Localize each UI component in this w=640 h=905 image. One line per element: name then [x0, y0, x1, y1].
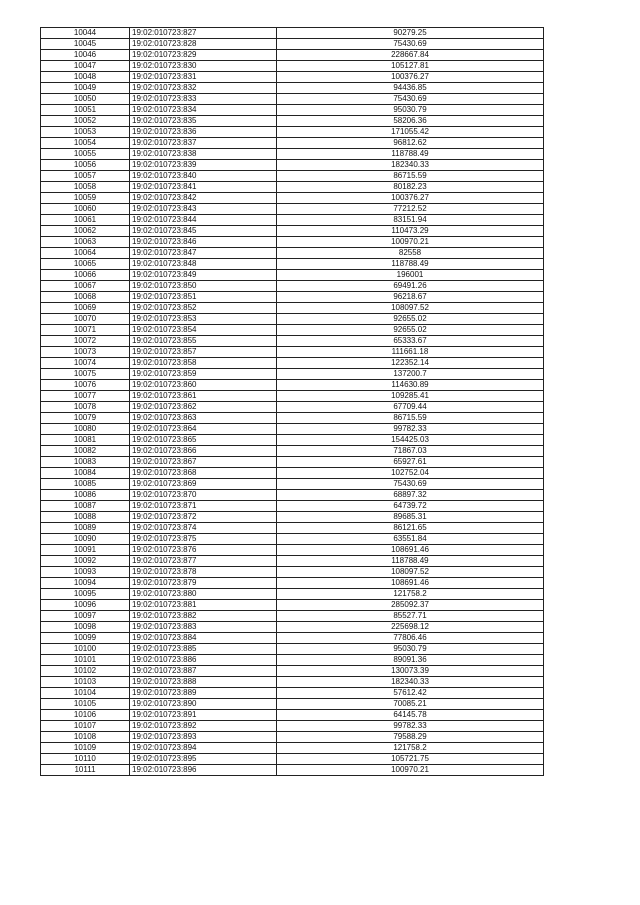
value-cell: 75430.69	[277, 479, 544, 490]
row-number-cell: 10074	[41, 358, 130, 369]
value-cell: 108097.52	[277, 303, 544, 314]
table-row	[41, 281, 544, 292]
cadastral-number-cell: 19:02:010723:890	[130, 699, 277, 710]
cadastral-number-cell: 19:02:010723:857	[130, 347, 277, 358]
cadastral-number-cell: 19:02:010723:842	[130, 193, 277, 204]
row-number-cell: 10058	[41, 182, 130, 193]
table-row	[41, 644, 544, 655]
value-cell: 137200.7	[277, 369, 544, 380]
cadastral-number-cell: 19:02:010723:881	[130, 600, 277, 611]
table-row	[41, 160, 544, 171]
cadastral-number-cell: 19:02:010723:875	[130, 534, 277, 545]
table-row	[41, 149, 544, 160]
table-row	[41, 358, 544, 369]
row-number-cell: 10071	[41, 325, 130, 336]
table-row	[41, 116, 544, 127]
cadastral-number-cell: 19:02:010723:831	[130, 72, 277, 83]
cadastral-number-cell: 19:02:010723:829	[130, 50, 277, 61]
row-number-cell: 10066	[41, 270, 130, 281]
value-cell: 114630.89	[277, 380, 544, 391]
row-number-cell: 10088	[41, 512, 130, 523]
table-row	[41, 721, 544, 732]
cadastral-number-cell: 19:02:010723:843	[130, 204, 277, 215]
value-cell: 118788.49	[277, 259, 544, 270]
value-cell: 105127.81	[277, 61, 544, 72]
row-number-cell: 10106	[41, 710, 130, 721]
value-cell: 108691.46	[277, 545, 544, 556]
value-cell: 121758.2	[277, 743, 544, 754]
cadastral-number-cell: 19:02:010723:880	[130, 589, 277, 600]
value-cell: 182340.33	[277, 160, 544, 171]
table-row	[41, 171, 544, 182]
cadastral-number-cell: 19:02:010723:832	[130, 83, 277, 94]
cadastral-number-cell: 19:02:010723:855	[130, 336, 277, 347]
row-number-cell: 10096	[41, 600, 130, 611]
table-row	[41, 347, 544, 358]
table-row	[41, 468, 544, 479]
cadastral-number-cell: 19:02:010723:845	[130, 226, 277, 237]
table-row	[41, 677, 544, 688]
table-row	[41, 402, 544, 413]
cadastral-number-cell: 19:02:010723:868	[130, 468, 277, 479]
cadastral-number-cell: 19:02:010723:861	[130, 391, 277, 402]
table-row	[41, 39, 544, 50]
value-cell: 99782.33	[277, 424, 544, 435]
cadastral-number-cell: 19:02:010723:888	[130, 677, 277, 688]
cadastral-number-cell: 19:02:010723:837	[130, 138, 277, 149]
cadastral-number-cell: 19:02:010723:885	[130, 644, 277, 655]
cadastral-number-cell: 19:02:010723:836	[130, 127, 277, 138]
table-row	[41, 369, 544, 380]
cadastral-number-cell: 19:02:010723:840	[130, 171, 277, 182]
row-number-cell: 10059	[41, 193, 130, 204]
cadastral-number-cell: 19:02:010723:841	[130, 182, 277, 193]
value-cell: 171055.42	[277, 127, 544, 138]
row-number-cell: 10055	[41, 149, 130, 160]
value-cell: 118788.49	[277, 149, 544, 160]
value-cell: 196001	[277, 270, 544, 281]
cadastral-number-cell: 19:02:010723:848	[130, 259, 277, 270]
row-number-cell: 10048	[41, 72, 130, 83]
value-cell: 67709.44	[277, 402, 544, 413]
row-number-cell: 10064	[41, 248, 130, 259]
row-number-cell: 10083	[41, 457, 130, 468]
row-number-cell: 10110	[41, 754, 130, 765]
cadastral-number-cell: 19:02:010723:896	[130, 765, 277, 776]
row-number-cell: 10108	[41, 732, 130, 743]
row-number-cell: 10085	[41, 479, 130, 490]
value-cell: 105721.75	[277, 754, 544, 765]
table-row	[41, 523, 544, 534]
value-cell: 96218.67	[277, 292, 544, 303]
value-cell: 75430.69	[277, 39, 544, 50]
row-number-cell: 10065	[41, 259, 130, 270]
table-row	[41, 28, 544, 39]
row-number-cell: 10053	[41, 127, 130, 138]
table-row	[41, 435, 544, 446]
table-row	[41, 490, 544, 501]
cadastral-number-cell: 19:02:010723:851	[130, 292, 277, 303]
value-cell: 89091.36	[277, 655, 544, 666]
value-cell: 94436.85	[277, 83, 544, 94]
cadastral-number-cell: 19:02:010723:830	[130, 61, 277, 72]
table-row	[41, 61, 544, 72]
row-number-cell: 10072	[41, 336, 130, 347]
row-number-cell: 10103	[41, 677, 130, 688]
table-row	[41, 380, 544, 391]
table-body	[41, 28, 544, 776]
value-cell: 70085.21	[277, 699, 544, 710]
table-row	[41, 710, 544, 721]
table-row	[41, 512, 544, 523]
table-row	[41, 292, 544, 303]
table-row	[41, 138, 544, 149]
value-cell: 228667.84	[277, 50, 544, 61]
value-cell: 154425.03	[277, 435, 544, 446]
cadastral-number-cell: 19:02:010723:835	[130, 116, 277, 127]
table-row	[41, 446, 544, 457]
cadastral-number-cell: 19:02:010723:866	[130, 446, 277, 457]
row-number-cell: 10095	[41, 589, 130, 600]
row-number-cell: 10073	[41, 347, 130, 358]
value-cell: 64739.72	[277, 501, 544, 512]
value-cell: 86715.59	[277, 171, 544, 182]
table-row	[41, 688, 544, 699]
table-row	[41, 699, 544, 710]
row-number-cell: 10098	[41, 622, 130, 633]
cadastral-number-cell: 19:02:010723:858	[130, 358, 277, 369]
row-number-cell: 10062	[41, 226, 130, 237]
table-row	[41, 479, 544, 490]
row-number-cell: 10105	[41, 699, 130, 710]
cadastral-number-cell: 19:02:010723:879	[130, 578, 277, 589]
cadastral-number-cell: 19:02:010723:863	[130, 413, 277, 424]
table-row	[41, 655, 544, 666]
table-row	[41, 336, 544, 347]
row-number-cell: 10101	[41, 655, 130, 666]
value-cell: 89685.31	[277, 512, 544, 523]
value-cell: 86121.65	[277, 523, 544, 534]
cadastral-number-cell: 19:02:010723:860	[130, 380, 277, 391]
cadastral-number-cell: 19:02:010723:892	[130, 721, 277, 732]
cadastral-number-cell: 19:02:010723:870	[130, 490, 277, 501]
cadastral-number-cell: 19:02:010723:847	[130, 248, 277, 259]
row-number-cell: 10092	[41, 556, 130, 567]
cadastral-number-cell: 19:02:010723:869	[130, 479, 277, 490]
table-row	[41, 556, 544, 567]
cadastral-number-cell: 19:02:010723:833	[130, 94, 277, 105]
value-cell: 57612.42	[277, 688, 544, 699]
value-cell: 77212.52	[277, 204, 544, 215]
cadastral-number-cell: 19:02:010723:828	[130, 39, 277, 50]
cadastral-number-cell: 19:02:010723:883	[130, 622, 277, 633]
table-row	[41, 105, 544, 116]
value-cell: 90279.25	[277, 28, 544, 39]
row-number-cell: 10049	[41, 83, 130, 94]
table-row	[41, 226, 544, 237]
table-row	[41, 589, 544, 600]
table-row	[41, 270, 544, 281]
value-cell: 65333.67	[277, 336, 544, 347]
cadastral-number-cell: 19:02:010723:895	[130, 754, 277, 765]
row-number-cell: 10077	[41, 391, 130, 402]
table-row	[41, 567, 544, 578]
value-cell: 100376.27	[277, 193, 544, 204]
table-row	[41, 259, 544, 270]
table-row	[41, 215, 544, 226]
value-cell: 108097.52	[277, 567, 544, 578]
value-cell: 100970.21	[277, 765, 544, 776]
table-row	[41, 248, 544, 259]
row-number-cell: 10067	[41, 281, 130, 292]
value-cell: 130073.39	[277, 666, 544, 677]
table-row	[41, 424, 544, 435]
value-cell: 68897.32	[277, 490, 544, 501]
table-row	[41, 391, 544, 402]
row-number-cell: 10093	[41, 567, 130, 578]
value-cell: 58206.36	[277, 116, 544, 127]
row-number-cell: 10063	[41, 237, 130, 248]
value-cell: 65927.61	[277, 457, 544, 468]
table-row	[41, 600, 544, 611]
table-row	[41, 622, 544, 633]
row-number-cell: 10087	[41, 501, 130, 512]
cadastral-number-cell: 19:02:010723:877	[130, 556, 277, 567]
value-cell: 100376.27	[277, 72, 544, 83]
cadastral-number-cell: 19:02:010723:871	[130, 501, 277, 512]
value-cell: 69491.26	[277, 281, 544, 292]
table-row	[41, 94, 544, 105]
row-number-cell: 10057	[41, 171, 130, 182]
row-number-cell: 10070	[41, 314, 130, 325]
row-number-cell: 10080	[41, 424, 130, 435]
table-row	[41, 732, 544, 743]
row-number-cell: 10102	[41, 666, 130, 677]
cadastral-number-cell: 19:02:010723:853	[130, 314, 277, 325]
table-row	[41, 765, 544, 776]
value-cell: 63551.84	[277, 534, 544, 545]
row-number-cell: 10111	[41, 765, 130, 776]
value-cell: 75430.69	[277, 94, 544, 105]
row-number-cell: 10094	[41, 578, 130, 589]
value-cell: 99782.33	[277, 721, 544, 732]
row-number-cell: 10078	[41, 402, 130, 413]
row-number-cell: 10109	[41, 743, 130, 754]
cadastral-number-cell: 19:02:010723:849	[130, 270, 277, 281]
table-row	[41, 501, 544, 512]
cadastral-number-cell: 19:02:010723:876	[130, 545, 277, 556]
table-row	[41, 578, 544, 589]
table-row	[41, 754, 544, 765]
row-number-cell: 10075	[41, 369, 130, 380]
value-cell: 109285.41	[277, 391, 544, 402]
cadastral-number-cell: 19:02:010723:886	[130, 655, 277, 666]
row-number-cell: 10060	[41, 204, 130, 215]
row-number-cell: 10045	[41, 39, 130, 50]
value-cell: 86715.59	[277, 413, 544, 424]
row-number-cell: 10086	[41, 490, 130, 501]
value-cell: 121758.2	[277, 589, 544, 600]
cadastral-number-cell: 19:02:010723:827	[130, 28, 277, 39]
value-cell: 79588.29	[277, 732, 544, 743]
cadastral-number-cell: 19:02:010723:894	[130, 743, 277, 754]
table-row	[41, 83, 544, 94]
table-row	[41, 314, 544, 325]
table-row	[41, 545, 544, 556]
row-number-cell: 10097	[41, 611, 130, 622]
cadastral-number-cell: 19:02:010723:844	[130, 215, 277, 226]
value-cell: 77806.46	[277, 633, 544, 644]
value-cell: 100970.21	[277, 237, 544, 248]
table-row	[41, 303, 544, 314]
cadastral-number-cell: 19:02:010723:887	[130, 666, 277, 677]
value-cell: 85527.71	[277, 611, 544, 622]
cadastral-number-cell: 19:02:010723:889	[130, 688, 277, 699]
row-number-cell: 10084	[41, 468, 130, 479]
table-row	[41, 666, 544, 677]
cadastral-number-cell: 19:02:010723:862	[130, 402, 277, 413]
value-cell: 82558	[277, 248, 544, 259]
cadastral-number-cell: 19:02:010723:872	[130, 512, 277, 523]
row-number-cell: 10107	[41, 721, 130, 732]
value-cell: 83151.94	[277, 215, 544, 226]
table-row	[41, 193, 544, 204]
cadastral-number-cell: 19:02:010723:854	[130, 325, 277, 336]
value-cell: 64145.78	[277, 710, 544, 721]
table-row	[41, 633, 544, 644]
row-number-cell: 10046	[41, 50, 130, 61]
value-cell: 96812.62	[277, 138, 544, 149]
row-number-cell: 10054	[41, 138, 130, 149]
cadastral-number-cell: 19:02:010723:852	[130, 303, 277, 314]
cadastral-number-cell: 19:02:010723:834	[130, 105, 277, 116]
cadastral-number-cell: 19:02:010723:884	[130, 633, 277, 644]
cadastral-number-cell: 19:02:010723:893	[130, 732, 277, 743]
value-cell: 118788.49	[277, 556, 544, 567]
value-cell: 182340.33	[277, 677, 544, 688]
table-row	[41, 127, 544, 138]
value-cell: 108691.46	[277, 578, 544, 589]
table-row	[41, 237, 544, 248]
table-row	[41, 457, 544, 468]
value-cell: 110473.29	[277, 226, 544, 237]
row-number-cell: 10099	[41, 633, 130, 644]
value-cell: 95030.79	[277, 105, 544, 116]
row-number-cell: 10089	[41, 523, 130, 534]
cadastral-number-cell: 19:02:010723:850	[130, 281, 277, 292]
cadastral-number-cell: 19:02:010723:874	[130, 523, 277, 534]
value-cell: 92655.02	[277, 325, 544, 336]
value-cell: 80182.23	[277, 182, 544, 193]
table-row	[41, 182, 544, 193]
row-number-cell: 10069	[41, 303, 130, 314]
row-number-cell: 10081	[41, 435, 130, 446]
cadastral-number-cell: 19:02:010723:859	[130, 369, 277, 380]
cadastral-number-cell: 19:02:010723:865	[130, 435, 277, 446]
row-number-cell: 10044	[41, 28, 130, 39]
data-table	[40, 27, 544, 776]
row-number-cell: 10050	[41, 94, 130, 105]
row-number-cell: 10068	[41, 292, 130, 303]
value-cell: 111661.18	[277, 347, 544, 358]
cadastral-number-cell: 19:02:010723:878	[130, 567, 277, 578]
table-row	[41, 72, 544, 83]
table-row	[41, 204, 544, 215]
row-number-cell: 10091	[41, 545, 130, 556]
row-number-cell: 10100	[41, 644, 130, 655]
row-number-cell: 10082	[41, 446, 130, 457]
cadastral-number-cell: 19:02:010723:864	[130, 424, 277, 435]
row-number-cell: 10090	[41, 534, 130, 545]
table-row	[41, 325, 544, 336]
value-cell: 71867.03	[277, 446, 544, 457]
cadastral-number-cell: 19:02:010723:882	[130, 611, 277, 622]
row-number-cell: 10051	[41, 105, 130, 116]
row-number-cell: 10079	[41, 413, 130, 424]
row-number-cell: 10052	[41, 116, 130, 127]
cadastral-number-cell: 19:02:010723:838	[130, 149, 277, 160]
value-cell: 122352.14	[277, 358, 544, 369]
row-number-cell: 10104	[41, 688, 130, 699]
value-cell: 102752.04	[277, 468, 544, 479]
value-cell: 285092.37	[277, 600, 544, 611]
row-number-cell: 10056	[41, 160, 130, 171]
row-number-cell: 10061	[41, 215, 130, 226]
cadastral-number-cell: 19:02:010723:839	[130, 160, 277, 171]
table-row	[41, 743, 544, 754]
value-cell: 95030.79	[277, 644, 544, 655]
row-number-cell: 10047	[41, 61, 130, 72]
value-cell: 92655.02	[277, 314, 544, 325]
table-row	[41, 50, 544, 61]
value-cell: 225698.12	[277, 622, 544, 633]
table-row	[41, 611, 544, 622]
cadastral-number-cell: 19:02:010723:891	[130, 710, 277, 721]
cadastral-number-cell: 19:02:010723:867	[130, 457, 277, 468]
cadastral-number-cell: 19:02:010723:846	[130, 237, 277, 248]
table-row	[41, 413, 544, 424]
row-number-cell: 10076	[41, 380, 130, 391]
table-row	[41, 534, 544, 545]
